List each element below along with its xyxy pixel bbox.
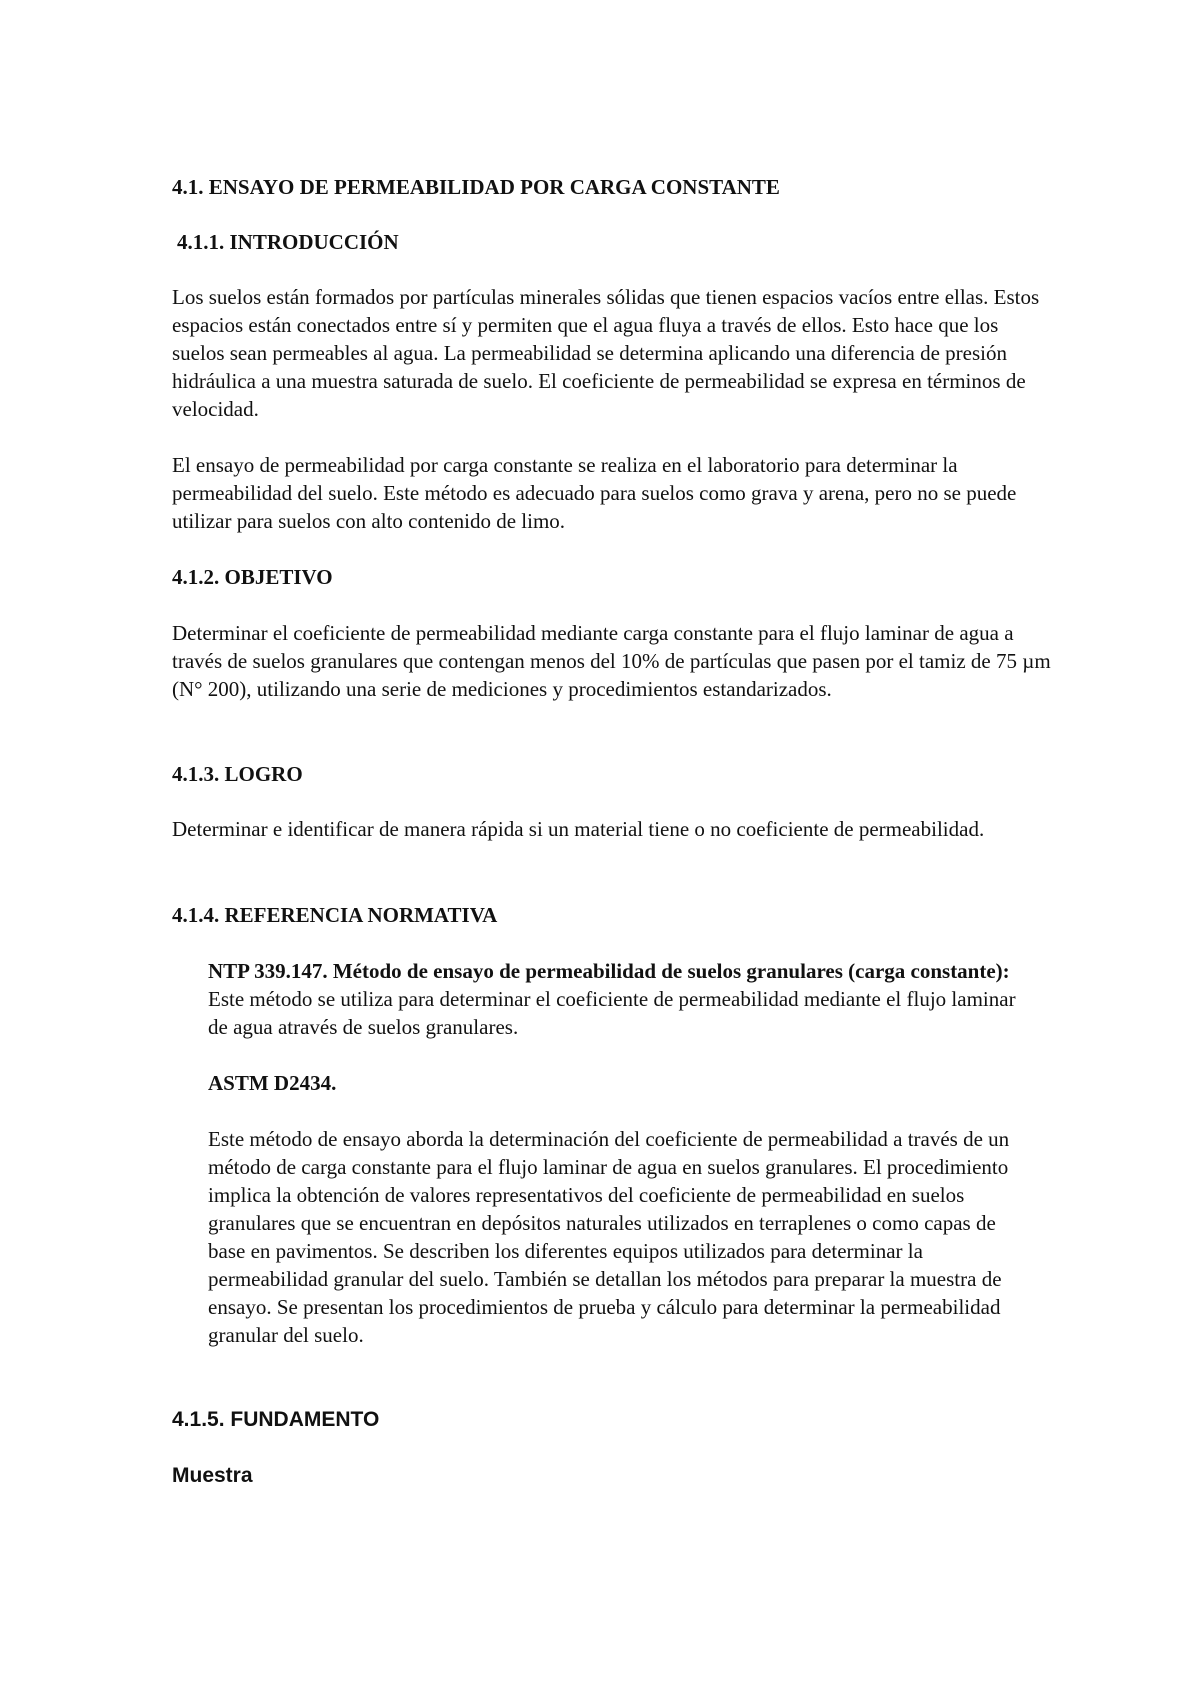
astm-reference-heading: ASTM D2434. <box>208 1071 337 1095</box>
introduction-heading: 4.1.1. INTRODUCCIÓN <box>177 230 399 254</box>
normative-reference-heading: 4.1.4. REFERENCIA NORMATIVA <box>172 903 498 927</box>
muestra-heading: Muestra <box>172 1464 253 1487</box>
fundamento-heading: 4.1.5. FUNDAMENTO <box>172 1408 380 1431</box>
introduction-paragraph-2: El ensayo de permeabilidad por carga constante se realiza en el laboratorio para determinar la permeabilidad del suelo. Este método es adecuado para suelos como grava y arena, pero no se puede utilizar para suelos con alto contenido de limo. <box>172 453 1017 533</box>
astm-reference-paragraph: Este método de ensayo aborda la determinación del coeficiente de permeabilidad a través de un método de carga constante para el flujo laminar de agua en suelos granulares. El procedimiento implica la obtención de valores representativos del coeficiente de permeabilidad en suelos granulares que se encuentran en depósitos naturales utilizados en terraplenes o como capas de base en pavimentos. Se describen los diferentes equipos utilizados para determinar la permeabilidad granular del suelo. También se detallan los métodos para preparar la muestra de ensayo. Se presentan los procedimientos de prueba y cálculo para determinar la permeabilidad granular del suelo. <box>208 1127 1010 1347</box>
introduction-paragraph-1: Los suelos están formados por partículas minerales sólidas que tienen espacios vacíos entre ellas. Estos espacios están conectados entre sí y permiten que el agua fluya a través de ellos. Esto hace que los suelos sean permeables al agua. La permeabilidad se determina aplicando una diferencia de presión hidráulica a una muestra saturada de suelo. El coeficiente de permeabilidad se expresa en términos de velocidad. <box>172 285 1040 421</box>
objective-heading: 4.1.2. OBJETIVO <box>172 565 333 589</box>
objective-paragraph: Determinar el coeficiente de permeabilidad mediante carga constante para el flujo laminar de agua a través de suelos granulares que contengan menos del 10% de partículas que pasen por el tamiz de 75 µm (N° 200), utilizando una serie de mediciones y procedimientos estandarizados. <box>172 621 1051 701</box>
ntp-reference-description: Este método se utiliza para determinar el coeficiente de permeabilidad mediante el flujo laminar de agua através de suelos granulares. <box>208 987 1016 1039</box>
ntp-reference-title: NTP 339.147. Método de ensayo de permeabilidad de suelos granulares (carga constante): <box>208 959 1010 983</box>
document-title: 4.1. ENSAYO DE PERMEABILIDAD POR CARGA CONSTANTE <box>172 175 780 199</box>
achievement-paragraph: Determinar e identificar de manera rápida si un material tiene o no coeficiente de permeabilidad. <box>172 817 985 841</box>
ntp-reference-paragraph <box>208 957 1028 1041</box>
achievement-heading: 4.1.3. LOGRO <box>172 762 303 786</box>
